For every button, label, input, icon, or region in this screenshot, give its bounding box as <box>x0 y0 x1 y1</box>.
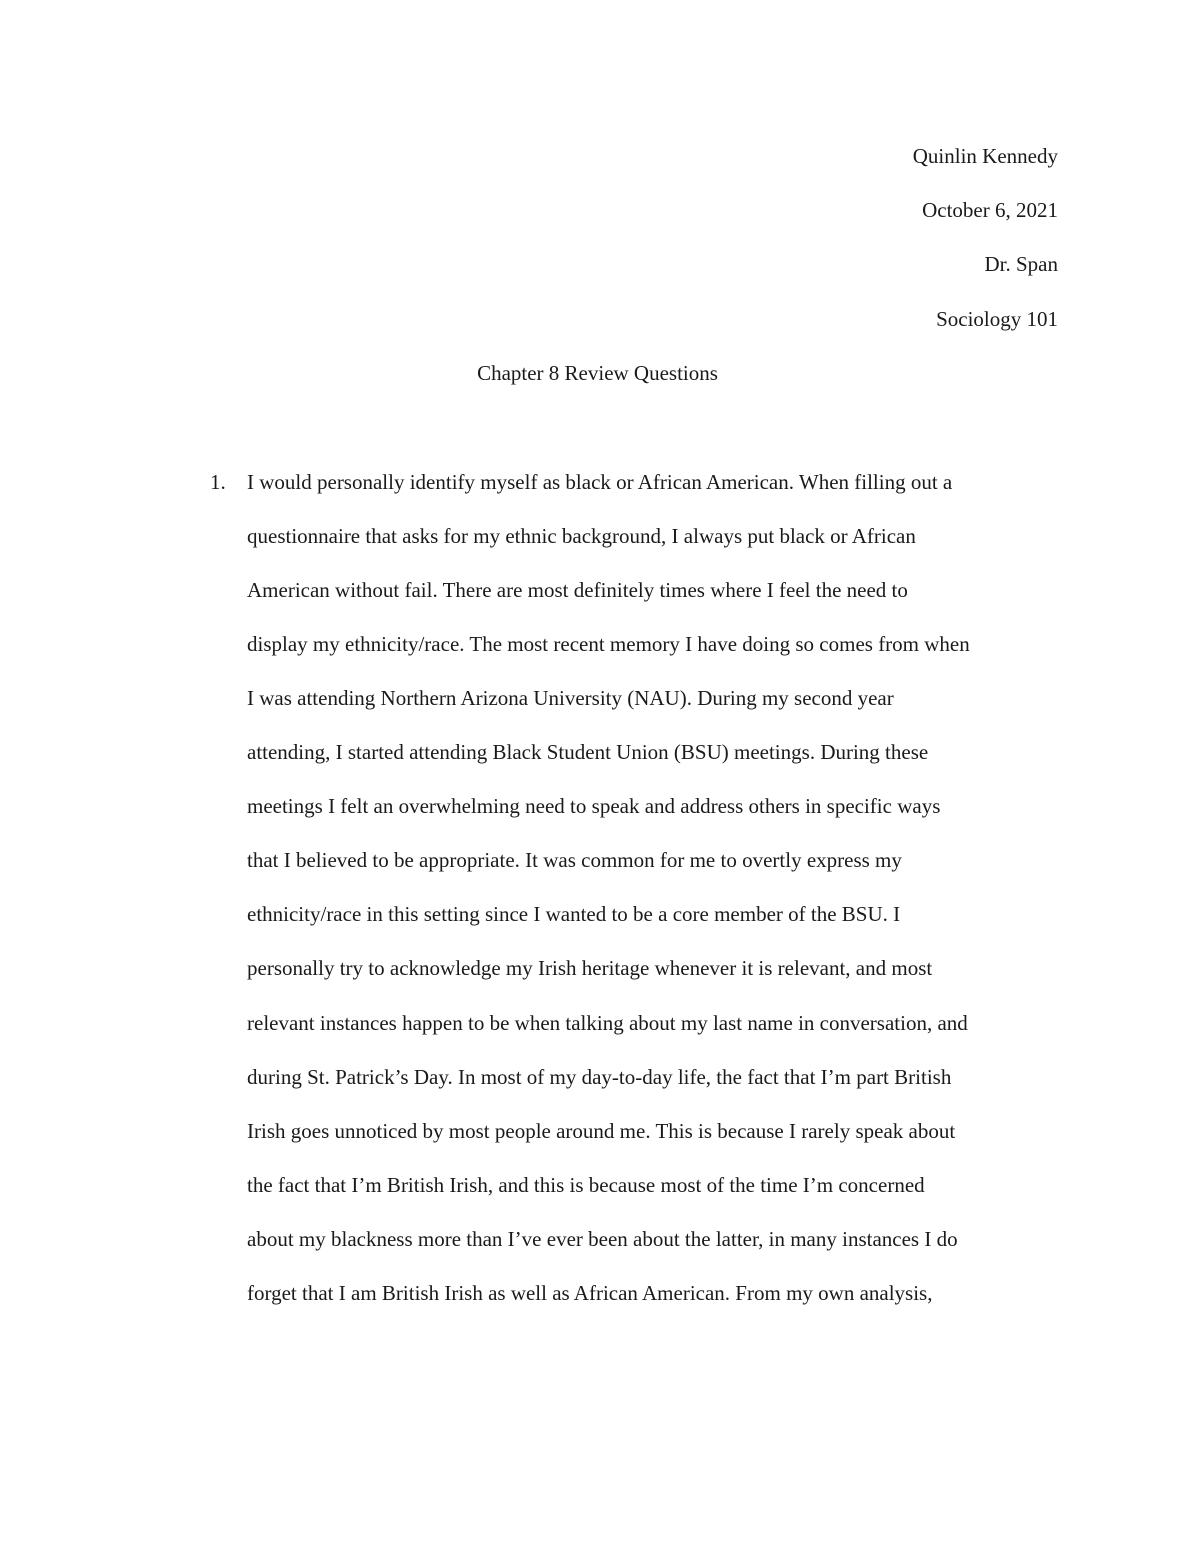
paragraph-line: about my blackness more than I’ve ever been about the latter, in many instances I do <box>247 1227 958 1251</box>
paragraph-line: ethnicity/race in this setting since I wanted to be a core member of the BSU. I <box>247 902 901 926</box>
list-number: 1. <box>210 470 226 494</box>
paragraph-line: meetings I felt an overwhelming need to speak and address others in specific ways <box>247 794 941 818</box>
author-name: Quinlin Kennedy <box>912 144 1058 168</box>
paragraph-line: Irish goes unnoticed by most people around me. This is because I rarely speak about <box>247 1119 956 1143</box>
paragraph-line: I would personally identify myself as black or African American. When filling out a <box>247 470 953 494</box>
paragraph-line: attending, I started attending Black Student Union (BSU) meetings. During these <box>247 740 929 764</box>
paragraph-line: relevant instances happen to be when talking about my last name in conversation, and <box>247 1011 968 1035</box>
paragraph-line: display my ethnicity/race. The most recent memory I have doing so comes from when <box>247 632 970 656</box>
document-title: Chapter 8 Review Questions <box>477 361 718 385</box>
paragraph-line: questionnaire that asks for my ethnic background, I always put black or African <box>247 524 916 548</box>
paragraph-line: I was attending Northern Arizona University (NAU). During my second year <box>247 686 894 710</box>
course-name: Sociology 101 <box>936 307 1058 331</box>
instructor-name: Dr. Span <box>984 252 1058 276</box>
paragraph-line: the fact that I’m British Irish, and this is because most of the time I’m concerned <box>247 1173 925 1197</box>
paragraph-line: personally try to acknowledge my Irish heritage whenever it is relevant, and most <box>247 956 933 980</box>
paragraph-line: during St. Patrick’s Day. In most of my day-to-day life, the fact that I’m part British <box>247 1065 952 1089</box>
submission-date: October 6, 2021 <box>922 198 1058 222</box>
paragraph-line: American without fail. There are most definitely times where I feel the need to <box>247 578 908 602</box>
paragraph-line: that I believed to be appropriate. It was common for me to overtly express my <box>247 848 902 872</box>
paragraph-line: forget that I am British Irish as well as African American. From my own analysis, <box>247 1281 933 1305</box>
